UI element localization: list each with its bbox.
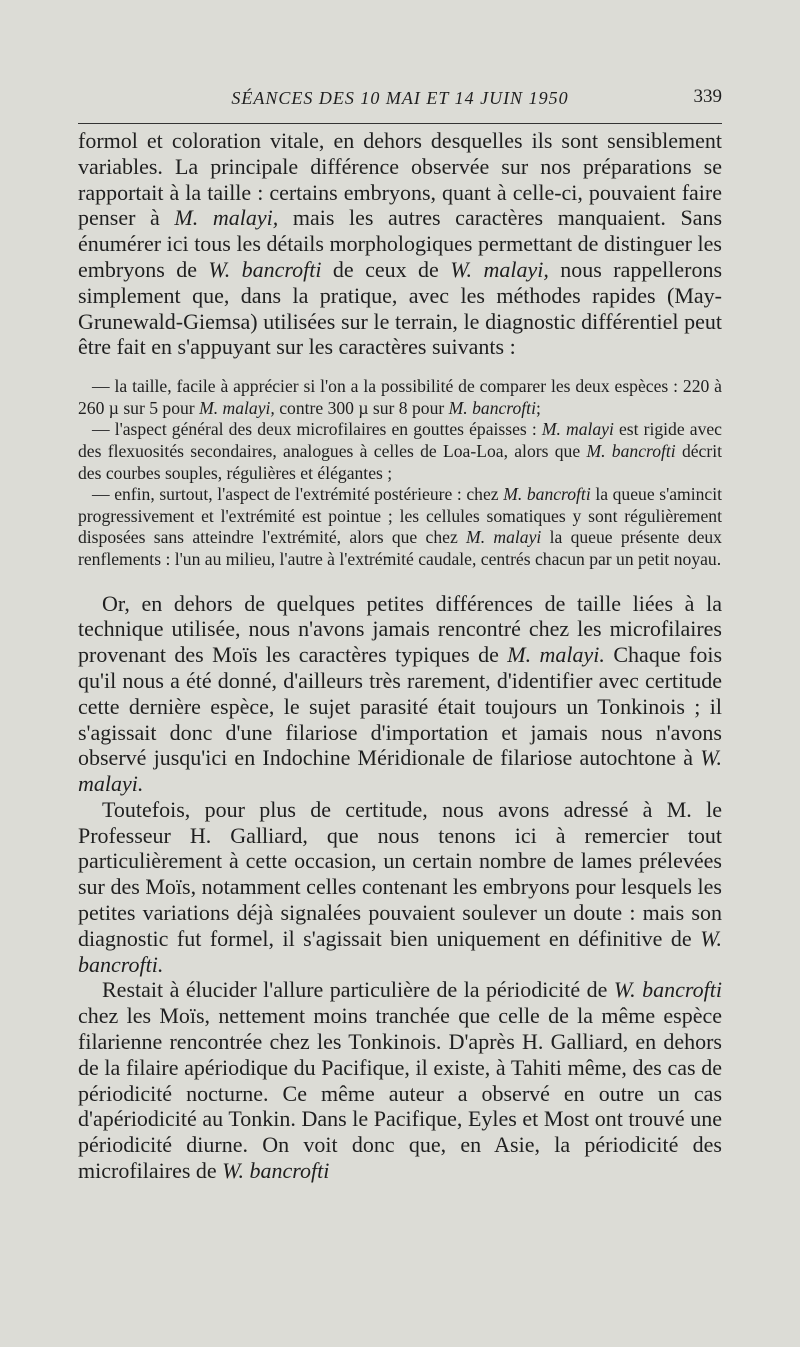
header-rule: [78, 123, 722, 124]
criteria-item-tail: — enfin, surtout, l'aspect de l'extrémité postérieure : chez M. bancrofti la queue s'amincit progressivement et l'extrémité est pointue ; les cellules somatiques y sont régulièrement disposées sans atteindre l'extrémité, alors que chez M. malayi la queue présente deux renflements : l'un au milieu, l'autre à l'extrémité caudale, centrés chacun par un petit noyau.: [78, 484, 723, 569]
body-text: [78, 128, 722, 1184]
header-title: SÉANCES DES 10 MAI ET 14 JUIN 1950: [231, 88, 569, 108]
page-number: 339: [693, 86, 722, 107]
paragraph-4: Restait à élucider l'allure particulière de la périodicité de W. bancrofti chez les Moïs, nettement moins tranchée que celle de la même espèce filarienne rencontrée chez les Tonkinois. D'après H. Galliard, en dehors de la filaire apériodique du Pacifique, il existe, à Tahiti même, des cas de périodicité nocturne. Ce même auteur a observé en outre un cas d'apériodicité au Tonkin. Dans le Pacifique, Eyles et Most ont trouvé une périodicité diurne. On voit donc que, en Asie, la périodicité des microfilaires de W. bancrofti: [78, 977, 722, 1184]
running-header: [78, 84, 722, 116]
paragraph-1: formol et coloration vitale, en dehors desquelles ils sont sensiblement variables. La principale différence observée sur nos préparations se rapportait à la taille : certains embryons, quant à celle-ci, pouvaient faire penser à M. malayi, mais les autres caractères manquaient. Sans énumérer ici tous les détails morphologiques permettant de distinguer les embryons de W. bancrofti de ceux de W. malayi, nous rappellerons simplement que, dans la pratique, avec les méthodes rapides (May-Grunewald-Giemsa) utilisées sur le terrain, le diagnostic différentiel peut être fait en s'appuyant sur les caractères suivants :: [78, 128, 723, 360]
criteria-item-size: — la taille, facile à apprécier si l'on a la possibilité de comparer les deux espèces : 220 à 260 µ sur 5 pour M. malayi, contre 300 µ sur 8 pour M. bancrofti;: [78, 376, 722, 418]
criteria-list: [78, 376, 722, 570]
paragraph-3: Toutefois, pour plus de certitude, nous avons adressé à M. le Professeur H. Galliard, que nous tenons ici à remercier tout particulièrement à cette occasion, un certain nombre de lames prélevées sur des Moïs, notamment celles contenant les embryons pour lesquels les petites variations déjà signalées pouvaient soulever un doute : mais son diagnostic fut formel, il s'agissait bien uniquement en définitive de W. bancrofti.: [78, 796, 722, 977]
criteria-item-aspect: — l'aspect général des deux microfilaires en gouttes épaisses : M. malayi est rigide avec des flexuosités secondaires, analogues à celles de Loa-Loa, alors que M. bancrofti décrit des courbes souples, régulières et élégantes ;: [78, 419, 722, 483]
paragraph-2: Or, en dehors de quelques petites différences de taille liées à la technique utilisée, nous n'avons jamais rencontré chez les microfilaires provenant des Moïs les caractères typiques de M. malayi. Chaque fois qu'il nous a été donné, d'ailleurs très rarement, d'identifier avec certitude cette dernière espèce, le sujet parasité était toujours un Tonkinois ; il s'agissait donc d'une filariose d'importation et jamais nous n'avons observé jusqu'ici en Indochine Méridionale de filariose autochtone à W. malayi.: [78, 590, 723, 797]
